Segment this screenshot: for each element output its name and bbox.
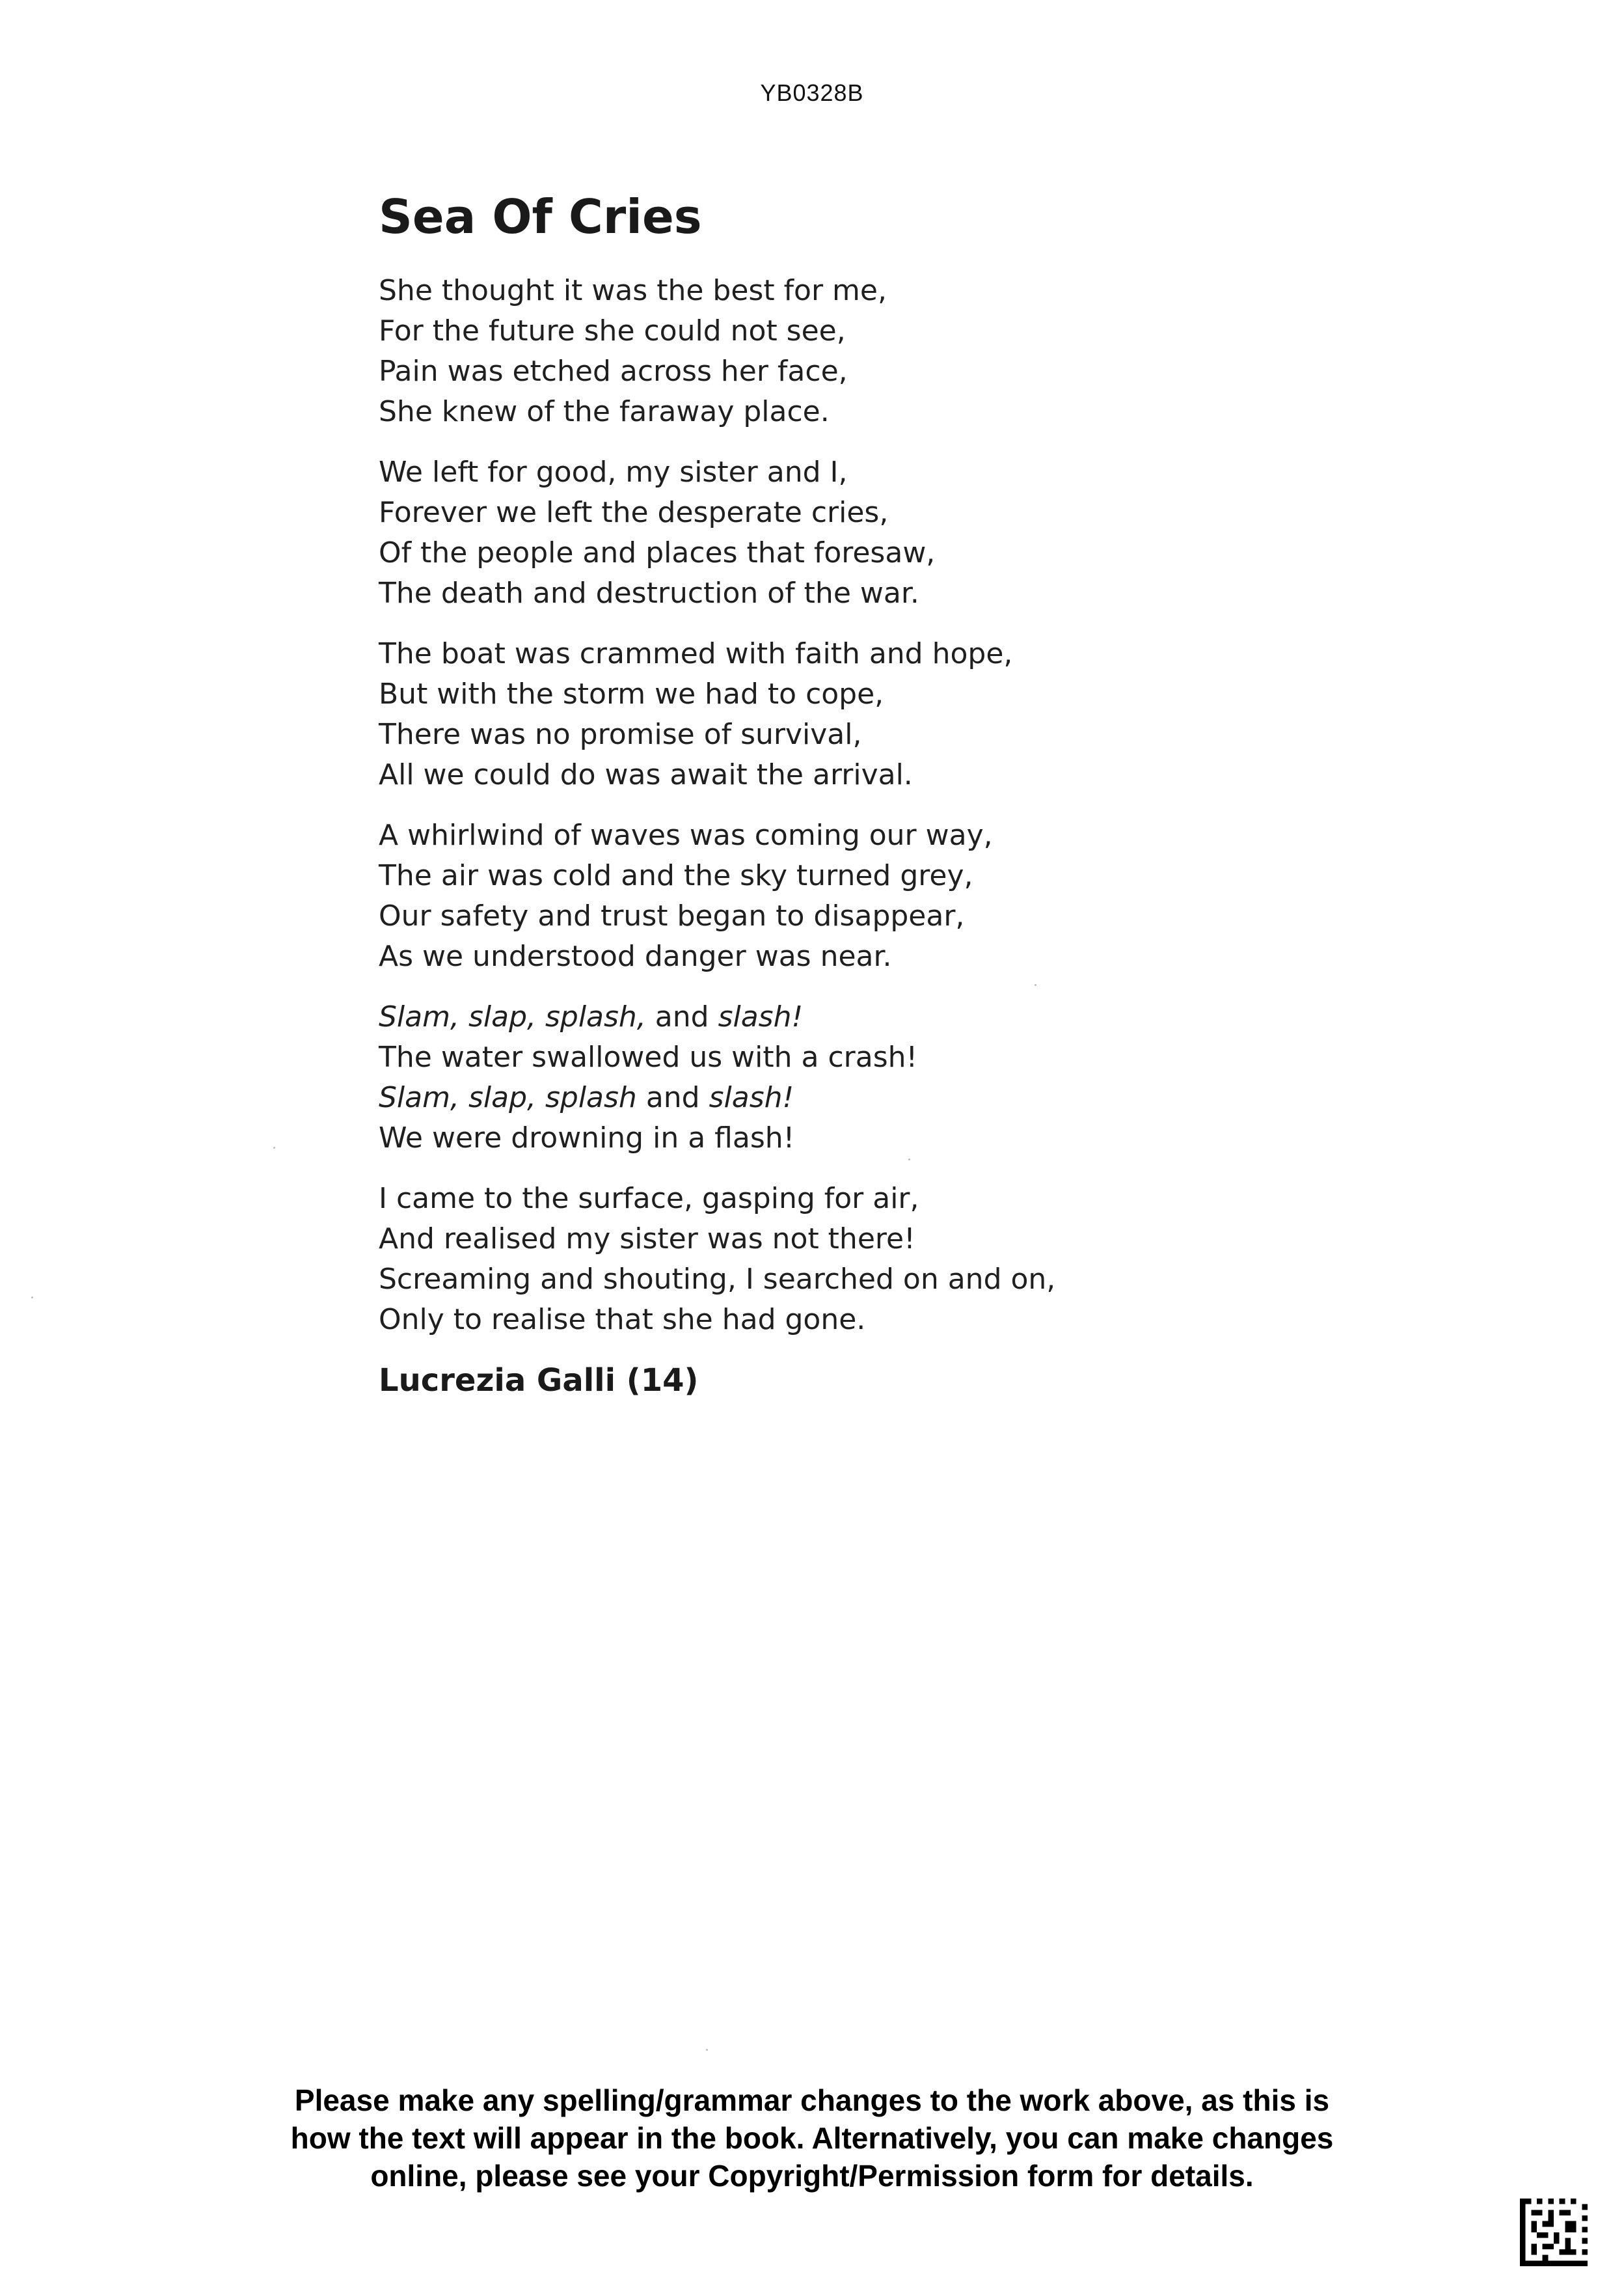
poem-line: All we could do was await the arrival. [379,758,913,792]
datamatrix-barcode-icon [1520,2199,1588,2266]
poem-line: Forever we left the desperate cries, [379,496,889,530]
poem-line: Only to realise that she had gone. [379,1303,866,1337]
stanza-4 [379,816,1225,977]
poem-line: Slam, slap, splash and slash! [379,1081,794,1115]
poem-line: The air was cold and the sky turned grey, [379,859,973,893]
poem-line: She thought it was the best for me, [379,274,887,308]
poem-line: She knew of the faraway place. [379,395,830,429]
poem-line: For the future she could not see, [379,314,846,348]
poem-line: Of the people and places that foresaw, [379,536,936,570]
poem-line: As we understood danger was near. [379,940,892,974]
poem-line: Slam, slap, splash, and slash! [379,1000,804,1034]
poem-line: Pain was etched across her face, [379,355,848,389]
poem-line: Screaming and shouting, I searched on and on, [379,1263,1056,1296]
stanza-3 [379,634,1225,795]
footer-instructions [161,2081,1463,2195]
poem-line: We left for good, my sister and I, [379,456,848,489]
reference-code: YB0328B [760,79,864,106]
scan-speck [908,1158,910,1160]
poem-title: Sea Of Cries [379,189,702,244]
scan-speck [31,1296,33,1298]
poem-line: The water swallowed us with a crash! [379,1041,918,1075]
poem-author: Lucrezia Galli (14) [379,1362,699,1399]
footer-line: online, please see your Copyright/Permission form for details. [370,2159,1254,2193]
stanza-1 [379,271,1225,432]
poem [379,189,1225,1401]
stanza-6 [379,1179,1225,1340]
footer-line: how the text will appear in the book. Alternatively, you can make changes [290,2121,1334,2155]
poem-line: The boat was crammed with faith and hope, [379,637,1013,671]
poem-line: But with the storm we had to cope, [379,678,884,711]
poem-line: And realised my sister was not there! [379,1222,915,1256]
stanza-2 [379,452,1225,614]
footer-line: Please make any spelling/grammar changes to the work above, as this is [294,2083,1330,2117]
poem-line: I came to the surface, gasping for air, [379,1182,919,1216]
poem-line: We were drowning in a flash! [379,1121,795,1155]
scan-speck [273,1147,275,1149]
scan-speck [706,2049,708,2051]
poem-line: Our safety and trust began to disappear, [379,899,965,933]
poem-line: The death and destruction of the war. [379,577,919,610]
stanza-5 [379,997,1225,1158]
poem-line: There was no promise of survival, [379,718,862,752]
poem-line: A whirlwind of waves was coming our way, [379,819,993,853]
scan-speck [1035,984,1036,986]
